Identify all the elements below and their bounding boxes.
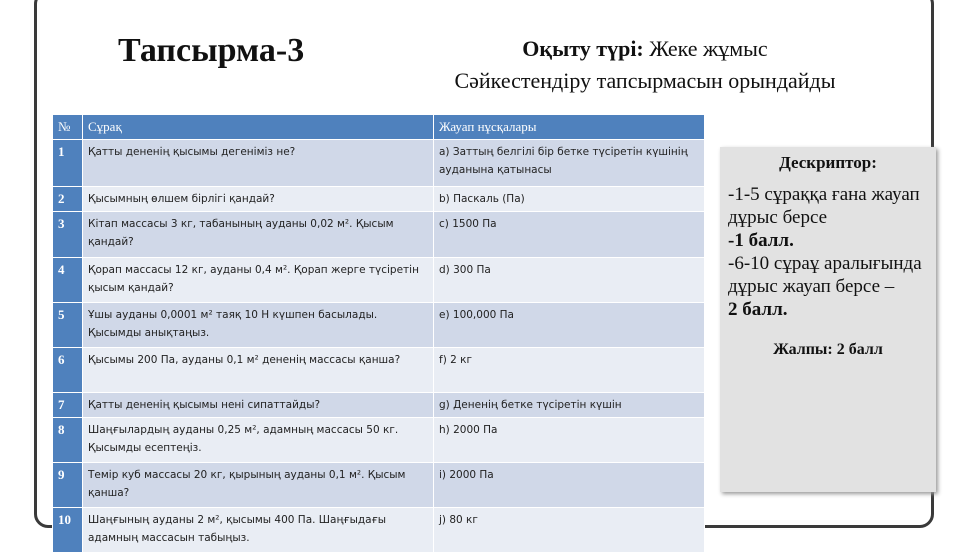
row-number: 5: [53, 303, 83, 348]
table-row: [53, 212, 705, 258]
answer-cell: i) 2000 Па: [434, 463, 705, 508]
criterion-1-text: -1-5 сұраққа ғана жауап дұрыс берсе: [728, 184, 920, 228]
row-number: 7: [53, 393, 83, 418]
table-row: [53, 348, 705, 393]
answer-cell: a) Заттың белгілі бір бетке түсіретін күшінің ауданына қатынасы: [434, 140, 705, 187]
criterion-2-text: -6-10 сұраұ аралығында дұрыс жауап берсе –: [728, 253, 922, 297]
row-number: 6: [53, 348, 83, 393]
table-row: [53, 187, 705, 212]
question-cell: Қатты дененің қысымы нені сипаттайды?: [83, 393, 434, 418]
descriptor-criterion-1: [728, 183, 928, 252]
slide-title: Тапсырма-3: [118, 32, 305, 69]
table-row: [53, 258, 705, 303]
table-row: [53, 140, 705, 187]
learning-type-value: Жеке жұмыс: [643, 36, 768, 61]
task-description: Сәйкестендіру тапсырмасын орындайды: [454, 68, 836, 93]
row-number: 1: [53, 140, 83, 187]
question-cell: Ұшы ауданы 0,0001 м² таяқ 10 Н күшпен басылады. Қысымды анықтаңыз.: [83, 303, 434, 348]
learning-type-label: Оқыту түрі:: [522, 36, 644, 61]
descriptor-total: Жалпы: 2 балл: [773, 341, 883, 358]
row-number: 2: [53, 187, 83, 212]
question-cell: Кітап массасы 3 кг, табанының ауданы 0,02 м². Қысым қандай?: [83, 212, 434, 258]
question-cell: Қорап массасы 12 кг, ауданы 0,4 м². Қорап жерге түсіретін қысым қандай?: [83, 258, 434, 303]
row-number: 10: [53, 508, 83, 553]
question-cell: Қысымы 200 Па, ауданы 0,1 м² дененің массасы қанша?: [83, 348, 434, 393]
row-number: 3: [53, 212, 83, 258]
question-cell: Темір куб массасы 20 кг, қырының ауданы 0,1 м². Қысым қанша?: [83, 463, 434, 508]
row-number: 8: [53, 418, 83, 463]
answer-cell: h) 2000 Па: [434, 418, 705, 463]
question-cell: Қатты дененің қысымы дегеніміз не?: [83, 140, 434, 187]
descriptor-heading: Дескриптор:: [779, 153, 877, 172]
criterion-1-points: -1 балл.: [728, 230, 794, 251]
table-row: [53, 463, 705, 508]
header-question: Сұрақ: [83, 115, 434, 140]
answer-cell: c) 1500 Па: [434, 212, 705, 258]
table-row: [53, 393, 705, 418]
answer-cell: f) 2 кг: [434, 348, 705, 393]
answer-cell: e) 100,000 Па: [434, 303, 705, 348]
descriptor-box: [720, 147, 936, 492]
answer-cell: j) 80 кг: [434, 508, 705, 553]
answer-cell: b) Паскаль (Па): [434, 187, 705, 212]
descriptor-criterion-2: [728, 252, 928, 321]
answer-cell: g) Дененің бетке түсіретін күшін: [434, 393, 705, 418]
row-number: 9: [53, 463, 83, 508]
criterion-2-points: 2 балл.: [728, 299, 788, 320]
answer-cell: d) 300 Па: [434, 258, 705, 303]
question-cell: Қысымның өлшем бірлігі қандай?: [83, 187, 434, 212]
header-answers: Жауап нұсқалары: [434, 115, 705, 140]
matching-table: [52, 114, 705, 553]
learning-type: [400, 36, 890, 62]
header-number: №: [53, 115, 83, 140]
table-row: [53, 508, 705, 553]
question-cell: Шаңғының ауданы 2 м², қысымы 400 Па. Шаңғыдағы адамның массасын табыңыз.: [83, 508, 434, 553]
table-row: [53, 303, 705, 348]
question-cell: Шаңғылардың ауданы 0,25 м², адамның массасы 50 кг. Қысымды есептеңіз.: [83, 418, 434, 463]
row-number: 4: [53, 258, 83, 303]
table-row: [53, 418, 705, 463]
